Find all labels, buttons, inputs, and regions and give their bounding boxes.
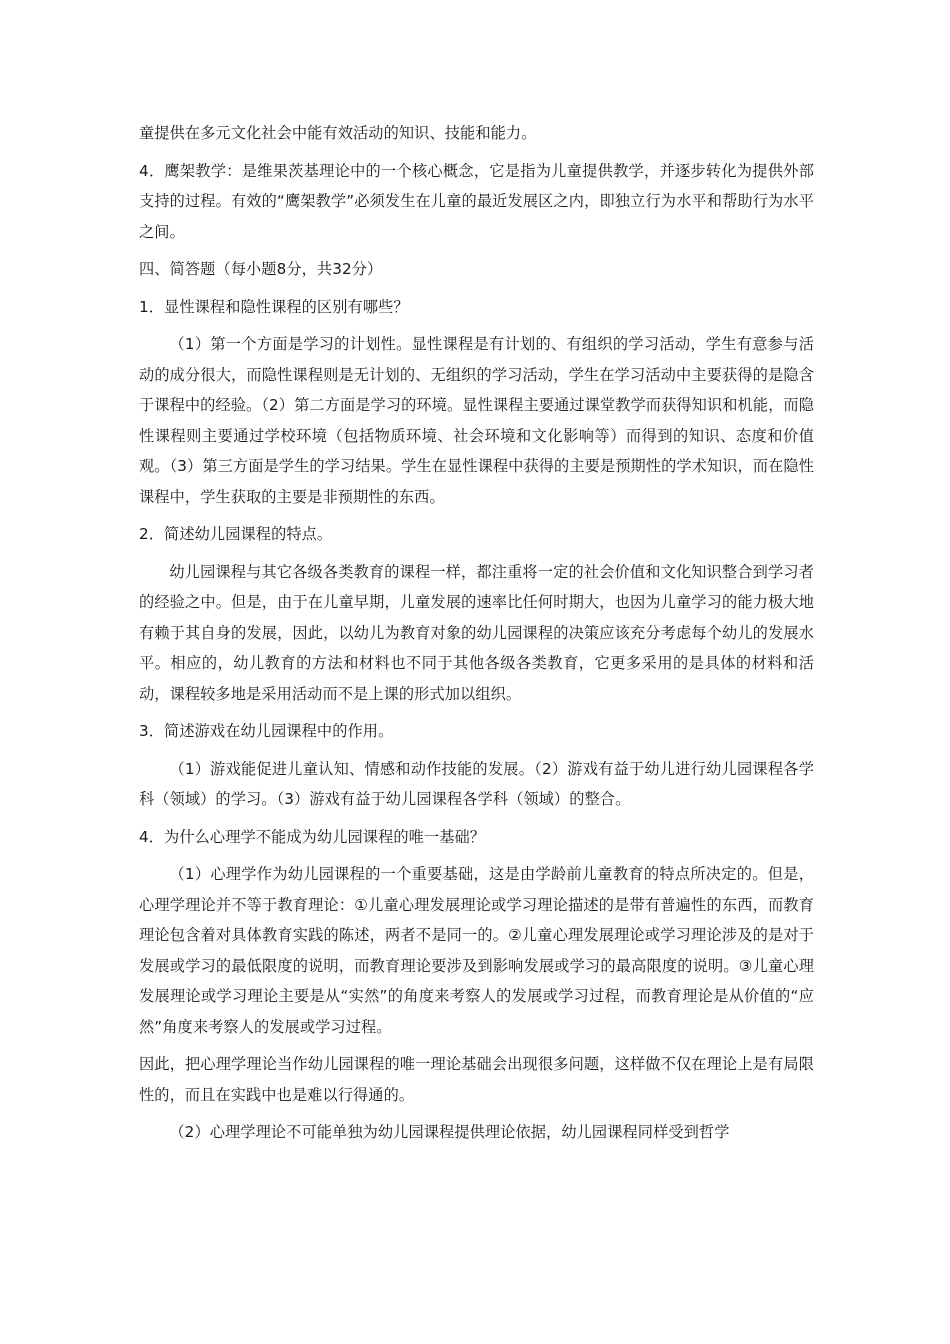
question-1: 1．显性课程和隐性课程的区别有哪些？	[139, 297, 409, 316]
answer-4-part-1: （1）心理学作为幼儿园课程的一个重要基础，这是由学龄前儿童教育的特点所决定的。但是，心理学理论并不等于教育理论：①儿童心理发展理论或学习理论描述的是带有普遍性的东西，而教育理论包含着对具体教育实践的陈述，两者不是同一的。②儿童心理发展理论或学习理论涉及的是对于发展或学习的最低限度的说明，而教育理论要涉及到影响发展或学习的最高限度的说明。③儿童心理发展理论或学习理论主要是从“实然”的角度来考察人的发展或学习过程，而教育理论是从价值的“应然”角度来考察人的发展或学习过程。	[139, 865, 814, 1036]
answer-1: （1）第一个方面是学习的计划性。显性课程是有计划的、有组织的学习活动，学生有意参与活动的成分很大，而隐性课程则是无计划的、无组织的学习活动，学生在学习活动中主要获得的是隐含于课程中的经验。（2）第二方面是学习的环境。显性课程主要通过课堂教学而获得知识和机能，而隐性课程则主要通过学校环境（包括物质环境、社会环境和文化影响等）而得到的知识、态度和价值观。（3）第三方面是学生的学习结果。学生在显性课程中获得的主要是预期性的学术知识，而在隐性课程中，学生获取的主要是非预期性的东西。	[139, 335, 814, 506]
term-scaffolding-definition: 4．鹰架教学：是维果茨基理论中的一个核心概念，它是指为儿童提供教学，并逐步转化为提供外部支持的过程。有效的“鹰架教学”必须发生在儿童的最近发展区之内，即独立行为水平和帮助行为水平之间。	[139, 161, 814, 241]
paragraph-continuation: 童提供在多元文化社会中能有效活动的知识、技能和能力。	[139, 124, 537, 142]
answer-4-part-2: （2）心理学理论不可能单独为幼儿园课程提供理论依据，幼儿园课程同样受到哲学	[169, 1123, 730, 1141]
answer-4-conclusion: 因此，把心理学理论当作幼儿园课程的唯一理论基础会出现很多问题，这样做不仅在理论上是有局限性的，而且在实践中也是难以行得通的。	[139, 1055, 814, 1104]
question-4: 4．为什么心理学不能成为幼儿园课程的唯一基础？	[139, 827, 486, 846]
section-heading-short-answer: 四、简答题（每小题8分，共32分）	[139, 260, 383, 278]
question-2: 2．简述幼儿园课程的特点。	[139, 525, 333, 543]
answer-2: 幼儿园课程与其它各级各类教育的课程一样，都注重将一定的社会价值和文化知识整合到学习者的经验之中。但是，由于在儿童早期，儿童发展的速率比任何时期大，也因为儿童学习的能力极大地有赖于其自身的发展，因此，以幼儿为教育对象的幼儿园课程的决策应该充分考虑每个幼儿的发展水平。相应的，幼儿教育的方法和材料也不同于其他各级各类教育，它更多采用的是具体的材料和活动，课程较多地是采用活动而不是上课的形式加以组织。	[139, 562, 814, 703]
answer-3: （1）游戏能促进儿童认知、情感和动作技能的发展。（2）游戏有益于幼儿进行幼儿园课程各学科（领域）的学习。（3）游戏有益于幼儿园课程各学科（领域）的整合。	[139, 759, 814, 808]
question-3: 3．简述游戏在幼儿园课程中的作用。	[139, 722, 394, 740]
